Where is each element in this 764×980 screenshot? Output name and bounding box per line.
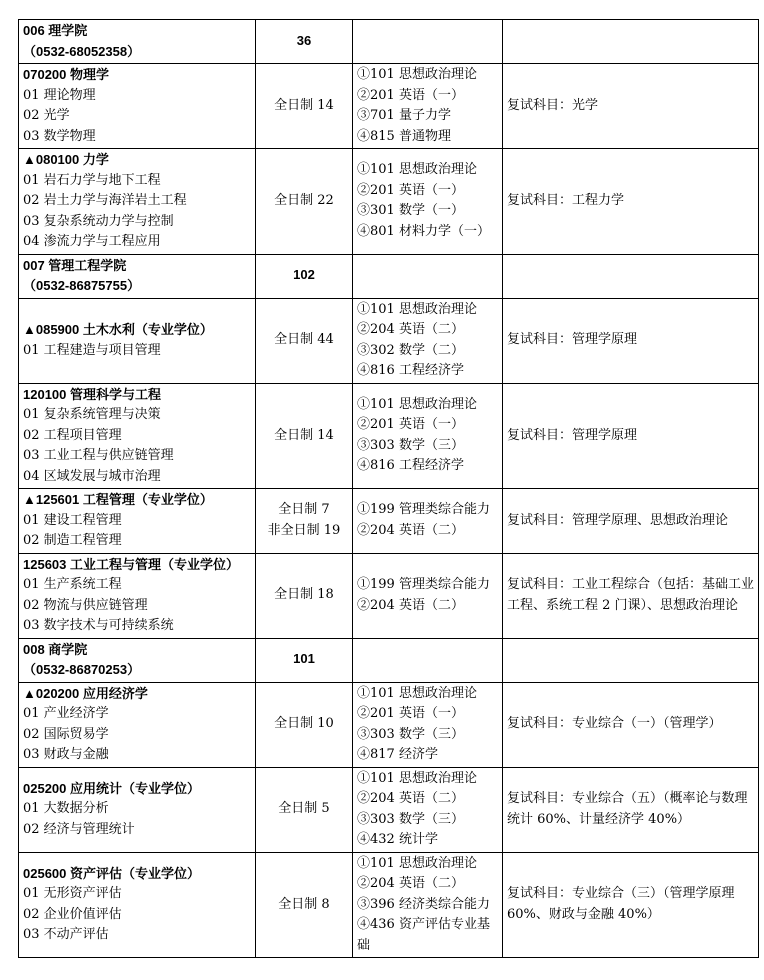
major-cell [19,553,256,638]
major-cell [19,149,256,255]
research-direction: 01 生产系统工程 [23,577,122,592]
retest-cell [503,767,759,852]
research-direction: 03 工业工程与供应链管理 [23,448,174,463]
major-cell [19,682,256,767]
study-mode-quota: 非全日制 19 [267,522,341,538]
exam-subject: ②204 英语（二） [357,876,464,891]
college-name: 006 理学院 [23,23,88,38]
research-direction: 02 制造工程管理 [23,533,122,548]
research-direction: 03 数学物理 [23,128,96,144]
college-row [19,20,759,64]
program-table [18,19,759,958]
research-direction: 04 区域发展与城市治理 [23,468,161,484]
major-name: 025600 资产评估（专业学位） [23,865,200,881]
exam-subjects-cell [353,149,503,255]
retest-subjects: 复试科目：光学 [507,97,599,113]
major-row [19,767,759,852]
research-direction: 02 国际贸易学 [23,726,109,742]
study-mode-quota: 全日制 18 [274,587,334,603]
exam-subject: ③701 量子力学 [357,108,451,123]
exam-subject: ①101 思想政治理论 [357,67,477,82]
college-quota-cell [256,20,353,64]
college-cell [19,20,256,64]
exam-subject: ②204 英语（二） [357,597,464,613]
exam-subjects-cell [353,298,503,383]
retest-cell [503,852,759,958]
major-row [19,64,759,149]
research-direction: 03 数字技术与可持续系统 [23,618,174,633]
research-direction: 02 岩土力学与海洋岩土工程 [23,193,187,208]
exam-subjects-cell [353,64,503,149]
retest-cell [503,149,759,255]
empty-cell [353,638,503,682]
college-quota-cell [256,638,353,682]
exam-subject: ④815 普通物理 [357,128,451,144]
exam-subject: ④436 资产评估专业基础 [357,917,490,953]
exam-subject: ②204 英语（二） [357,322,464,337]
study-mode-quota: 全日制 10 [274,716,334,732]
exam-subject: ②201 英语（一） [357,182,464,198]
exam-subject: ①199 管理类综合能力 [357,502,490,518]
major-name: 125603 工业工程与管理（专业学位） [23,556,239,572]
retest-subjects: 复试科目：专业综合（五）（概率论与数理统计 60%、计量经济学 40%） [507,791,748,827]
college-cell [19,254,256,298]
study-mode-cell [256,489,353,554]
research-direction: 03 财政与金融 [23,747,109,762]
research-direction: 03 不动产评估 [23,927,109,943]
retest-cell [503,298,759,383]
study-mode-quota: 全日制 8 [278,896,330,912]
retest-cell [503,383,759,489]
retest-subjects: 复试科目：管理学原理、思想政治理论 [507,512,729,528]
college-cell [19,638,256,682]
research-direction: 02 工程项目管理 [23,427,122,443]
exam-subject: ①101 思想政治理论 [357,396,477,412]
college-quota: 101 [293,651,315,667]
exam-subject: ④432 统计学 [357,832,438,847]
retest-subjects: 复试科目：工程力学 [507,193,625,208]
exam-subjects-cell [353,383,503,489]
college-phone: （0532-86870253） [23,662,141,677]
major-row [19,489,759,554]
retest-subjects: 复试科目：管理学原理 [507,332,638,348]
empty-cell [503,254,759,298]
major-row [19,682,759,767]
exam-subjects-cell [353,852,503,958]
college-phone: （0532-86875755） [23,278,141,293]
empty-cell [353,20,503,64]
exam-subject: ③301 数学（一） [357,203,464,219]
major-name: 070200 物理学 [23,67,109,82]
study-mode-quota: 全日制 44 [274,332,334,348]
study-mode-cell [256,553,353,638]
study-mode-cell [256,64,353,149]
exam-subject: ④817 经济学 [357,747,438,762]
exam-subjects-cell [353,553,503,638]
research-direction: 01 无形资产评估 [23,886,122,902]
research-direction: 01 复杂系统管理与决策 [23,407,161,422]
retest-cell [503,682,759,767]
retest-cell [503,64,759,149]
study-mode-quota: 全日制 22 [274,193,334,208]
exam-subject: ①101 思想政治理论 [357,770,477,786]
research-direction: 01 产业经济学 [23,706,109,721]
retest-subjects: 复试科目：工业工程综合（包括：基础工业工程、系统工程 2 门课）、思想政治理论 [507,577,755,613]
major-row [19,553,759,638]
research-direction: 01 岩石力学与地下工程 [23,172,161,188]
research-direction: 02 企业价值评估 [23,906,122,922]
exam-subjects-cell [353,489,503,554]
major-cell [19,298,256,383]
exam-subject: ③303 数学（三） [357,437,464,453]
exam-subject: ②201 英语（一） [357,87,464,103]
major-name: ▲080100 力学 [23,152,109,167]
major-cell [19,767,256,852]
study-mode-quota: 全日制 14 [274,427,334,443]
empty-cell [503,20,759,64]
empty-cell [353,254,503,298]
research-direction: 01 大数据分析 [23,801,109,817]
exam-subject: ①101 思想政治理论 [357,301,477,317]
study-mode-quota: 全日制 5 [278,801,330,817]
college-row [19,254,759,298]
research-direction: 02 光学 [23,108,70,123]
exam-subject: ①101 思想政治理论 [357,162,477,178]
study-mode-cell [256,149,353,255]
study-mode-cell [256,682,353,767]
study-mode-cell [256,767,353,852]
major-cell [19,64,256,149]
college-quota: 102 [293,267,315,283]
major-row [19,852,759,958]
major-cell [19,383,256,489]
exam-subject: ③302 数学（二） [357,342,464,358]
major-cell [19,852,256,958]
major-row [19,383,759,489]
major-name: 025200 应用统计（专业学位） [23,780,200,796]
research-direction: 02 物流与供应链管理 [23,597,148,613]
college-row [19,638,759,682]
major-name: ▲085900 土木水利（专业学位） [23,322,213,337]
study-mode-cell [256,383,353,489]
college-phone: （0532-68052358） [23,43,141,59]
research-direction: 01 建设工程管理 [23,512,122,528]
college-quota: 36 [296,32,312,48]
research-direction: 01 理论物理 [23,87,96,103]
exam-subject: ②204 英语（二） [357,791,464,806]
retest-subjects: 复试科目：专业综合（一）（管理学） [507,716,722,732]
exam-subject: ①101 思想政治理论 [357,855,477,871]
empty-cell [503,638,759,682]
exam-subject: ②201 英语（一） [357,417,464,433]
research-direction: 03 复杂系统动力学与控制 [23,213,174,229]
exam-subject: ①199 管理类综合能力 [357,577,490,592]
college-name: 008 商学院 [23,641,88,657]
exam-subject: ③303 数学（三） [357,811,464,827]
research-direction: 04 渗流力学与工程应用 [23,234,161,249]
study-mode-quota: 全日制 14 [274,97,334,113]
major-cell [19,489,256,554]
study-mode-quota: 全日制 7 [278,502,330,518]
enrollment-catalog-document [18,19,753,958]
exam-subject: ①101 思想政治理论 [357,685,477,701]
college-name: 007 管理工程学院 [23,257,127,273]
major-name: 120100 管理科学与工程 [23,386,161,402]
major-name: ▲125601 工程管理（专业学位） [23,492,213,507]
major-name: ▲020200 应用经济学 [23,685,148,701]
exam-subjects-cell [353,767,503,852]
study-mode-cell [256,852,353,958]
exam-subject: ④801 材料力学（一） [357,223,490,239]
exam-subject: ④816 工程经济学 [357,458,464,474]
study-mode-cell [256,298,353,383]
retest-cell [503,553,759,638]
retest-cell [503,489,759,554]
retest-subjects: 复试科目：管理学原理 [507,427,638,443]
retest-subjects: 复试科目：专业综合（三）（管理学原理 60%、财政与金融 40%） [507,886,735,922]
major-row [19,298,759,383]
college-quota-cell [256,254,353,298]
exam-subject: ③396 经济类综合能力 [357,896,490,912]
exam-subject: ③303 数学（三） [357,726,464,742]
research-direction: 01 工程建造与项目管理 [23,342,161,358]
major-row [19,149,759,255]
research-direction: 02 经济与管理统计 [23,821,135,837]
exam-subjects-cell [353,682,503,767]
program-table-body [19,20,759,958]
exam-subject: ②201 英语（一） [357,706,464,721]
exam-subject: ②204 英语（二） [357,522,464,538]
exam-subject: ④816 工程经济学 [357,363,464,378]
